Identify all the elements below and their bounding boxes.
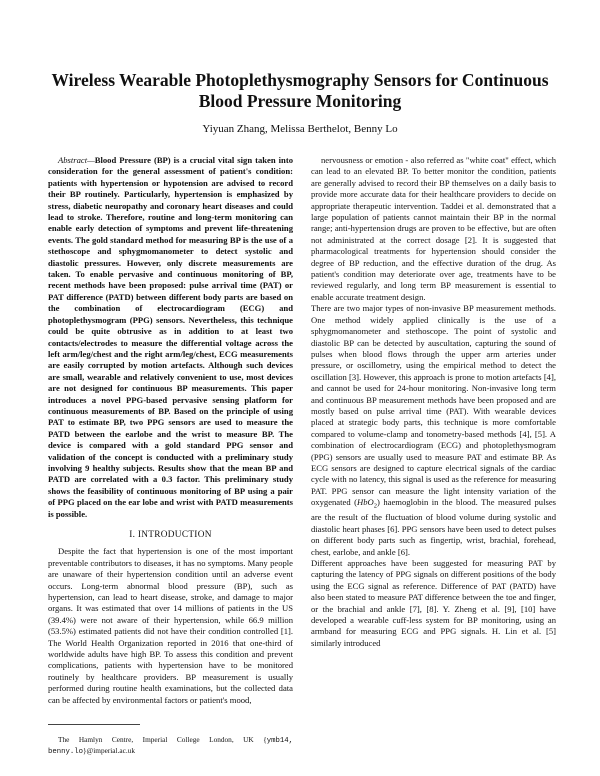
haemoglobin-formula-subscript: 2 — [373, 502, 377, 510]
left-column — [48, 155, 293, 706]
section-heading-introduction: I. INTRODUCTION — [129, 530, 212, 540]
intro-paragraph-4: Different approaches have been suggested for measuring PAT by capturing the latency of PPG signals on different positions of the body using the ECG signal as reference. Difference of PAT (PATD) have also been stated to measure PAT difference between the toe and finger, or the brachial and ankle [7], [8]. Y. Zheng et al. [9], [10] have developed a wearable cuff-less system for BP monitoring, using an armband for measuring ECG and PPG signals. H. Lin et al. [5] similarly introduced — [311, 557, 556, 648]
abstract — [48, 155, 293, 520]
abstract-lead: Abstract— — [58, 155, 95, 165]
email-domain: }@imperial.ac.uk — [83, 746, 135, 756]
author-list: Yiyuan Zhang, Melissa Berthelot, Benny Lo — [202, 123, 398, 135]
author-emails: ymb14, benny.lo — [48, 737, 293, 757]
paper-title: Wireless Wearable Photoplethysmography Sensors for Continuous Blood Pressure Monitoring — [51, 70, 549, 111]
footnote-divider — [48, 724, 140, 725]
intro-paragraph-3-tail: ) haemoglobin in the blood. The measured pulses are the result of the fluctuation of blood volume during systolic and diastolic heart phases [6]. PPG sensors have been used to detect pulses on different body parts such as fingertip, wrist, brachial, forehead, chest, earlobe, and ankle [6]. — [311, 497, 556, 557]
intro-paragraph-3 — [311, 303, 556, 558]
intro-paragraph-3-text: There are two major types of non-invasive BP measurement methods. One method widely applied clinically is the use of a sphygmomanometer and stethoscope. The point of systolic and diastolic BP can be detected by auscultation, capturing the sound of pulses when blood flows through the upper arm arteries under pressure, or oscillometry, using the empirical method to detect the oscillation [3]. However, this approach is prone to motion artefacts [4], and cannot be used for 24-hour monitoring. Non-invasive long term and continuous BP measurement methods have been proposed and are mostly based on pulse arrival time (PAT). With wearable devices placed at strategic body parts, this technique is more comfortable compared to volume-clamp and tonometry-based methods [4], [5]. A combination of electrocardiogram (ECG) and photoplethysmogram (PPG) sensors are usually used to measure PAT and estimate BP. As ECG sensors are designed to capture electrical signals of the cardiac cycle with no latency, this signal is used as the reference for measuring PAT. PPG sensor can measure the light intensity variation of the oxygenated ( — [311, 303, 556, 508]
intro-paragraph-1: Despite the fact that hypertension is one of the most important preventable contributors to diseases, it has no symptoms. Many people are unaware of their hypertension condition until an adverse event occurs. Long-term abnormal blood pressure (BP), such as hypertension, can lead to heart disease, stroke, and damage to major organs. It was estimated that over 14 millions of patients in the US (39.4%) were not aware of their hypertension, while 66.9 million (53.5%) estimated patients did not have their condition controlled [1]. The World Health Organization reported in 2016 that one-third of worldwide adults have high BP. To assess this condition and prevent complications, patients with hypertension have to be monitored routinely by healthcare providers. BP measurement is usually performed during routine health examinations, but the collected data can be affected by environmental factors or patient's mood, — [48, 546, 293, 705]
affiliation-text: The Hamlyn Centre, Imperial College London, UK { — [58, 735, 267, 745]
intro-paragraph-2: nervousness or emotion - also referred as "white coat" effect, which can lead to an elevated BP. To better monitor the condition, patients are generally advised to record their BP themselves on a daily basis to provide more accurate data for their healthcare providers to decide on appropriate therapeutic intervention. Taddei et al. demonstrated that a large population of patients cannot maintain their BP in the normal range; anti-hypertension drugs are proven to be effective, but are often not administrated at the correct dosage [2]. It is suggested that pharmacological treatments for hypertension should consider the degree of BP reduction, and the effective duration of the drug. As patient's condition may deteriorate over age, treatments have to be reviewed regularly, and long term BP measurement is essential to enable accurate treatment design. — [311, 155, 556, 302]
right-column — [311, 155, 556, 649]
haemoglobin-formula: HbO — [357, 497, 374, 508]
abstract-body: Blood Pressure (BP) is a crucial vital sign taken into consideration for the general assessment of patient's condition: patients with hypertension or hypotension are advised to record their BP routinely. Particularly, hypertension is emphasized by stress, diabetic neuropathy and coronary heart diseases and could lead to stroke. Therefore, routine and long-term monitoring can enable early detection of symptoms and prevent life-threatening events. The gold standard method for measuring BP is the use of a stethoscope and sphygmomanometer to detect systolic and diastolic pressures. However, only discrete measurements are taken. To enable pervasive and continuous monitoring of BP, recent methods have been proposed: pulse arrival time (PAT) or PAT difference (PATD) between different body parts are based on the combination of electrocardiogram (ECG) and photoplethysmogram (PPG) sensors. Nevertheless, this technique could be quite obtrusive as in addition to at least two contacts/electrodes to measure the differential voltage across the left arm/leg/chest and the right arm/leg/chest, ECG measurements are easily corrupted by motion artefacts. Although such devices are small, wearable and relatively convenient to use, most devices are not designed for continuous BP measurements. This paper introduces a novel PPG-based pervasive sensing platform for continuous measurements of BP. Based on the principle of using PAT to estimate BP, two PPG sensors are used to measure the PATD between the earlobe and the wrist to measure BP. The device is compared with a gold standard PPG sensor and validation of the concept is conducted with a preliminary study involving 9 healthy subjects. Results show that the mean BP and PATD are correlated with a 0.3 factor. This preliminary study shows the feasibility of continuous monitoring of BP using a pair of PPG placed on the ear lobe and wrist with PATD measurements is possible. — [48, 155, 293, 519]
affiliation-footnote — [48, 735, 293, 757]
